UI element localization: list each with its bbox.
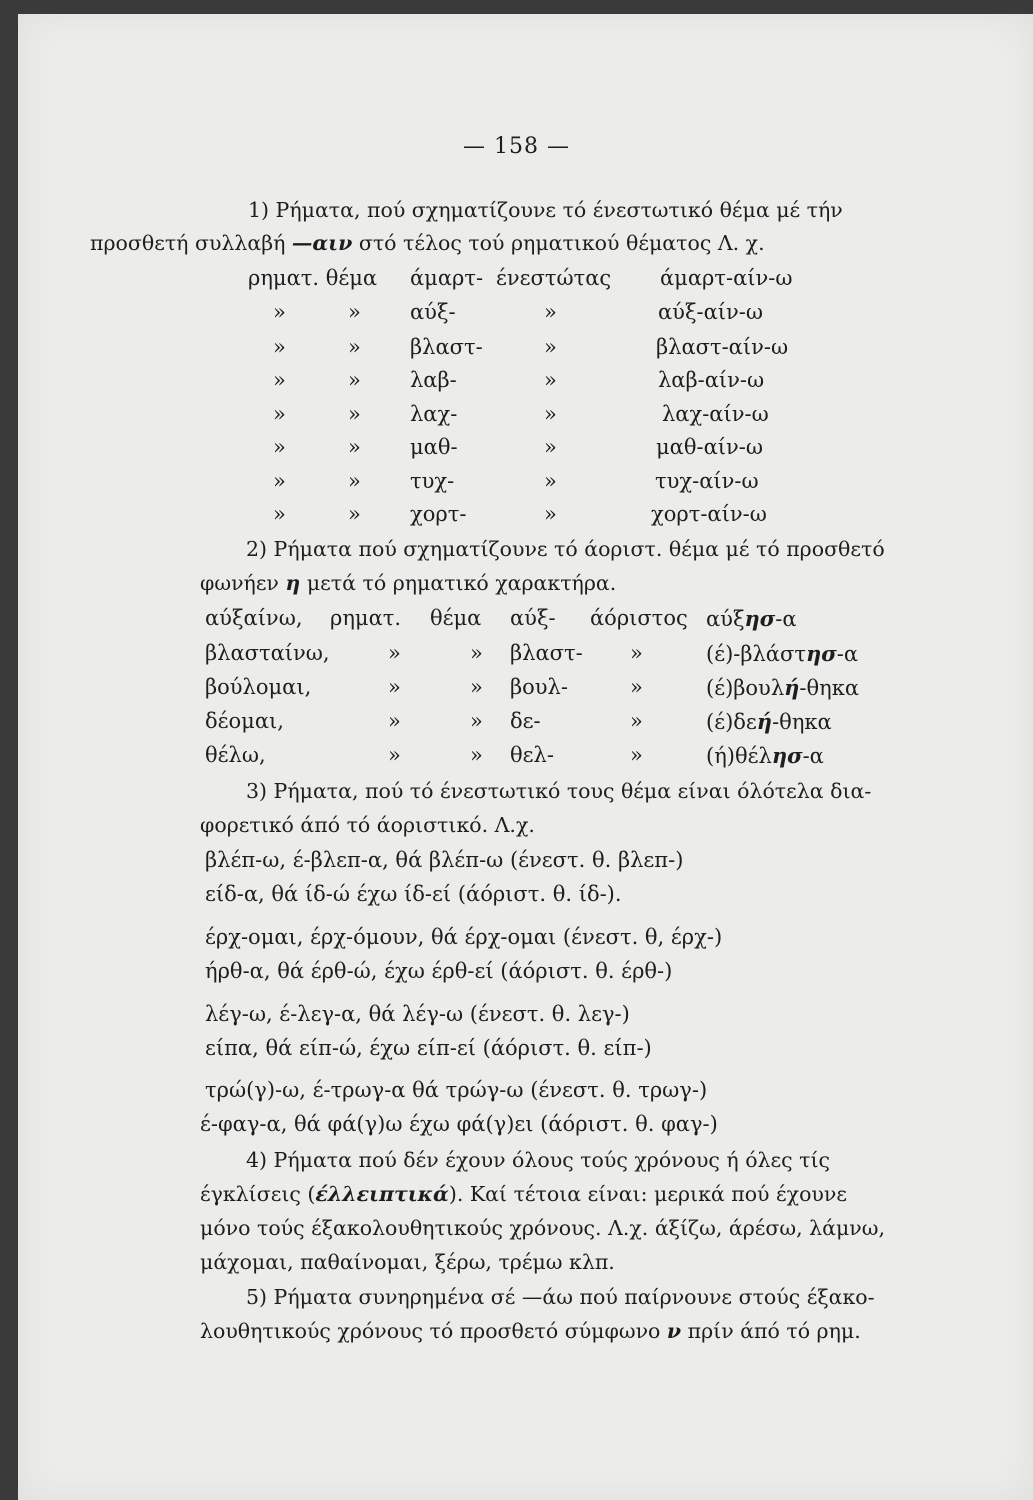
term-elleiptika: έλλειπτικά	[315, 1182, 449, 1206]
vowel-eta: η	[285, 571, 301, 595]
section5-line2: λουθητικούς χρόνους τό προσθετό σύμφωνο ν πρίν άπό τό ρημ.	[200, 1319, 861, 1343]
list-item: ήρθ-α, θά έρθ-ώ, έχω έρθ-εί (άόριστ. θ. έρθ-)	[205, 959, 673, 983]
suffix-ain: —αιν	[291, 231, 353, 255]
section1-heading-line1: 1) Ρήματα, πού σχηματίζουνε τό ένεστωτικό θέμα μέ τήν	[248, 198, 843, 222]
section4-line3: μόνο τούς έξακολουθητικούς χρόνους. Λ.χ. άξίζω, άρέσω, λάμνω,	[200, 1216, 885, 1240]
section2-heading-line1: 2) Ρήματα πού σχηματίζουνε τό άοριστ. θέμα μέ τό προσθετό	[246, 537, 885, 561]
list-item: έ-φαγ-α, θά φά(γ)ω έχω φά(γ)ει (άόριστ. θ. φαγ-)	[200, 1112, 718, 1136]
list-item: λέγ-ω, έ-λεγ-α, θά λέγ-ω (ένεστ. θ. λεγ-)	[205, 1002, 630, 1026]
section4-line2: έγκλίσεις (έλλειπτικά). Καί τέτοια είναι: μερικά πού έχουνε	[200, 1182, 847, 1206]
section1-heading-line2: προσθετή συλλαβή —αιν στό τέλος τού ρηματικού θέματος Λ. χ.	[90, 231, 765, 255]
section3-heading-line2: φορετικό άπό τό άοριστικό. Λ.χ.	[200, 813, 535, 837]
page-number: — 158 —	[463, 134, 570, 159]
section3-heading-line1: 3) Ρήματα, πού τό ένεστωτικό τους θέμα είναι όλότελα δια-	[246, 779, 872, 803]
section4-line4: μάχομαι, παθαίνομαι, ξέρω, τρέμω κλπ.	[200, 1250, 615, 1274]
list-item: είδ-α, θά ίδ-ώ έχω ίδ-εί (άόριστ. θ. ίδ-).	[205, 882, 622, 906]
consonant-nu: ν	[666, 1319, 682, 1343]
list-item: έρχ-ομαι, έρχ-όμουν, θά έρχ-ομαι (ένεστ. θ, έρχ-)	[205, 925, 723, 949]
list-item: είπα, θά είπ-ώ, έχω είπ-εί (άόριστ. θ. είπ-)	[205, 1036, 652, 1060]
section4-line1: 4) Ρήματα πού δέν έχουν όλους τούς χρόνους ή όλες τίς	[246, 1148, 831, 1172]
section5-line1: 5) Ρήματα συνηρημένα σέ —άω πού παίρνουνε στούς έξακο-	[246, 1285, 875, 1309]
list-item: βλέπ-ω, έ-βλεπ-α, θά βλέπ-ω (ένεστ. θ. βλεπ-)	[205, 848, 684, 872]
list-item: τρώ(γ)-ω, έ-τρωγ-α θά τρώγ-ω (ένεστ. θ. τρωγ-)	[205, 1078, 708, 1102]
section2-heading-line2: φωνήεν η μετά τό ρηματικό χαρακτήρα.	[200, 571, 617, 595]
